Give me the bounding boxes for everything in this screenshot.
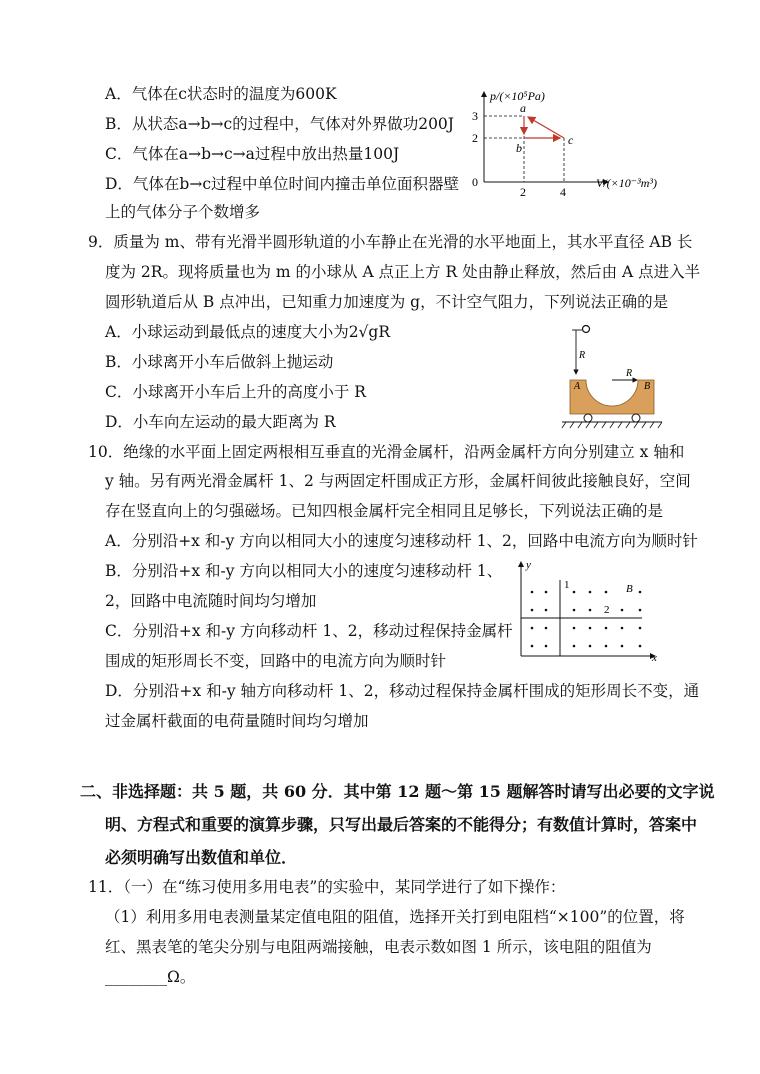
q10-option-c: C．分别沿+x 和-y 方向移动杆 1、2，移动过程保持金属杆 xyxy=(105,622,513,640)
cart-body xyxy=(570,380,654,414)
pv-tick-4x: 4 xyxy=(560,185,566,198)
q10-stem-3: 存在竖直向上的匀强磁场。已知四根金属杆完全相同且足够长，下列说法正确的是 xyxy=(105,502,664,520)
pv-origin: 0 xyxy=(472,175,478,189)
q10-option-d: D．分别沿+x 和-y 轴方向移动杆 1、2，移动过程保持金属杆围成的矩形周长不变，通 xyxy=(105,682,700,700)
pv-path-ca xyxy=(528,117,564,138)
field-label-b: B xyxy=(626,583,633,595)
q8-option-d: D．气体在b→c过程中单位时间内撞击单位面积器壁 xyxy=(105,175,460,193)
q10-option-c-cont: 围成的矩形周长不变，回路中的电流方向为顺时针 xyxy=(105,652,447,670)
rod-1-label: 1 xyxy=(564,579,570,591)
rod-2-label: 2 xyxy=(604,604,610,616)
q10-stem-1: 10．绝缘的水平面上固定两根相互垂直的光滑金属杆，沿两金属杆方向分别建立 x 轴和 xyxy=(88,443,685,461)
rods-figure xyxy=(510,558,665,664)
q10-option-b: B．分别沿+x 和-y 方向以相同大小的速度匀速移动杆 1、 xyxy=(105,562,503,580)
q11-answer-blank: ________Ω。 xyxy=(105,968,196,986)
pv-tick-2x: 2 xyxy=(520,185,526,198)
q9-option-b: B．小球离开小车后做斜上抛运动 xyxy=(105,353,334,371)
section-2-heading-cont2: 必须明确写出数值和单位． xyxy=(105,848,298,867)
rods-label-x: x xyxy=(652,652,657,664)
cart-label-r-horizontal: R xyxy=(626,368,633,379)
q11-stem-2: （1）利用多用电表测量某定值电阻的阻值，选择开关打到电阻档“×100”的位置，将 xyxy=(105,908,685,926)
q11-stem-3: 红、黑表笔的笔尖分别与电阻两端接触，电表示数如图 1 所示，该电阻的阻值为 xyxy=(105,938,652,956)
rods-label-y: y xyxy=(526,559,531,571)
q9-stem-1: 9．质量为 m、带有光滑半圆形轨道的小车静止在光滑的水平地面上，其水平直径 AB 长 xyxy=(88,233,693,251)
pv-point-b: b xyxy=(516,141,522,155)
ball xyxy=(583,326,590,333)
cart-figure xyxy=(558,322,668,430)
pv-graph xyxy=(460,86,690,198)
pv-tick-3: 3 xyxy=(472,109,478,123)
q10-option-b-cont: 2，回路中电流随时间均匀增加 xyxy=(105,592,317,610)
q9-option-c: C．小球离开小车后上升的高度小于 R xyxy=(105,383,366,401)
section-2-heading-cont1: 明、方程式和重要的演算步骤，只写出最后答案的不能得分；有数值计算时，答案中 xyxy=(105,815,698,834)
field-dots xyxy=(531,591,642,648)
q8-option-d-cont: 上的气体分子个数增多 xyxy=(105,203,261,221)
pv-point-a: a xyxy=(520,101,526,115)
q11-stem-1: 11．（一）在“练习使用多用电表”的实验中，某同学进行了如下操作： xyxy=(88,878,566,896)
pv-ylabel: p/(×10⁵Pa) xyxy=(490,89,545,103)
q9-stem-2: 度为 2R。现将质量也为 m 的小球从 A 点正上方 R 处由静止释放，然后由 A 点进入半 xyxy=(105,263,701,281)
q10-stem-2: y 轴。另有两光滑金属杆 1、2 与两固定杆围成正方形，金属杆间彼此接触良好，空间 xyxy=(105,472,691,490)
cart-wheel-right xyxy=(632,414,640,422)
q10-option-a: A．分别沿+x 和-y 方向以相同大小的速度匀速移动杆 1、2，回路中电流方向为顺时针 xyxy=(105,532,698,550)
cart-wheel-left xyxy=(584,414,592,422)
pv-xlabel: V/(×10⁻³m³) xyxy=(596,176,657,190)
q9-stem-3: 圆形轨道后从 B 点冲出，已知重力加速度为 g，不计空气阻力，下列说法正确的是 xyxy=(105,293,669,311)
q8-option-a: A．气体在c状态时的温度为600K xyxy=(105,85,337,103)
cart-label-r-vertical: R xyxy=(579,350,586,361)
q8-option-c: C．气体在a→b→c→a过程中放出热量100J xyxy=(105,145,400,163)
q10-option-d-cont: 过金属杆截面的电荷量随时间均匀增加 xyxy=(105,712,369,730)
section-2-heading: 二、非选择题：共 5 题，共 60 分．其中第 12 题～第 15 题解答时请写出必要的文字说 xyxy=(80,782,715,801)
pv-tick-2y: 2 xyxy=(472,131,478,145)
q9-option-a: A．小球运动到最低点的速度大小为2√gR xyxy=(105,323,391,341)
cart-label-b: B xyxy=(644,381,651,392)
q9-option-d: D．小车向左运动的最大距离为 R xyxy=(105,413,336,431)
pv-point-c: c xyxy=(568,133,574,147)
q8-option-b: B．从状态a→b→c的过程中，气体对外界做功200J xyxy=(105,115,455,133)
cart-label-a: A xyxy=(574,381,581,392)
